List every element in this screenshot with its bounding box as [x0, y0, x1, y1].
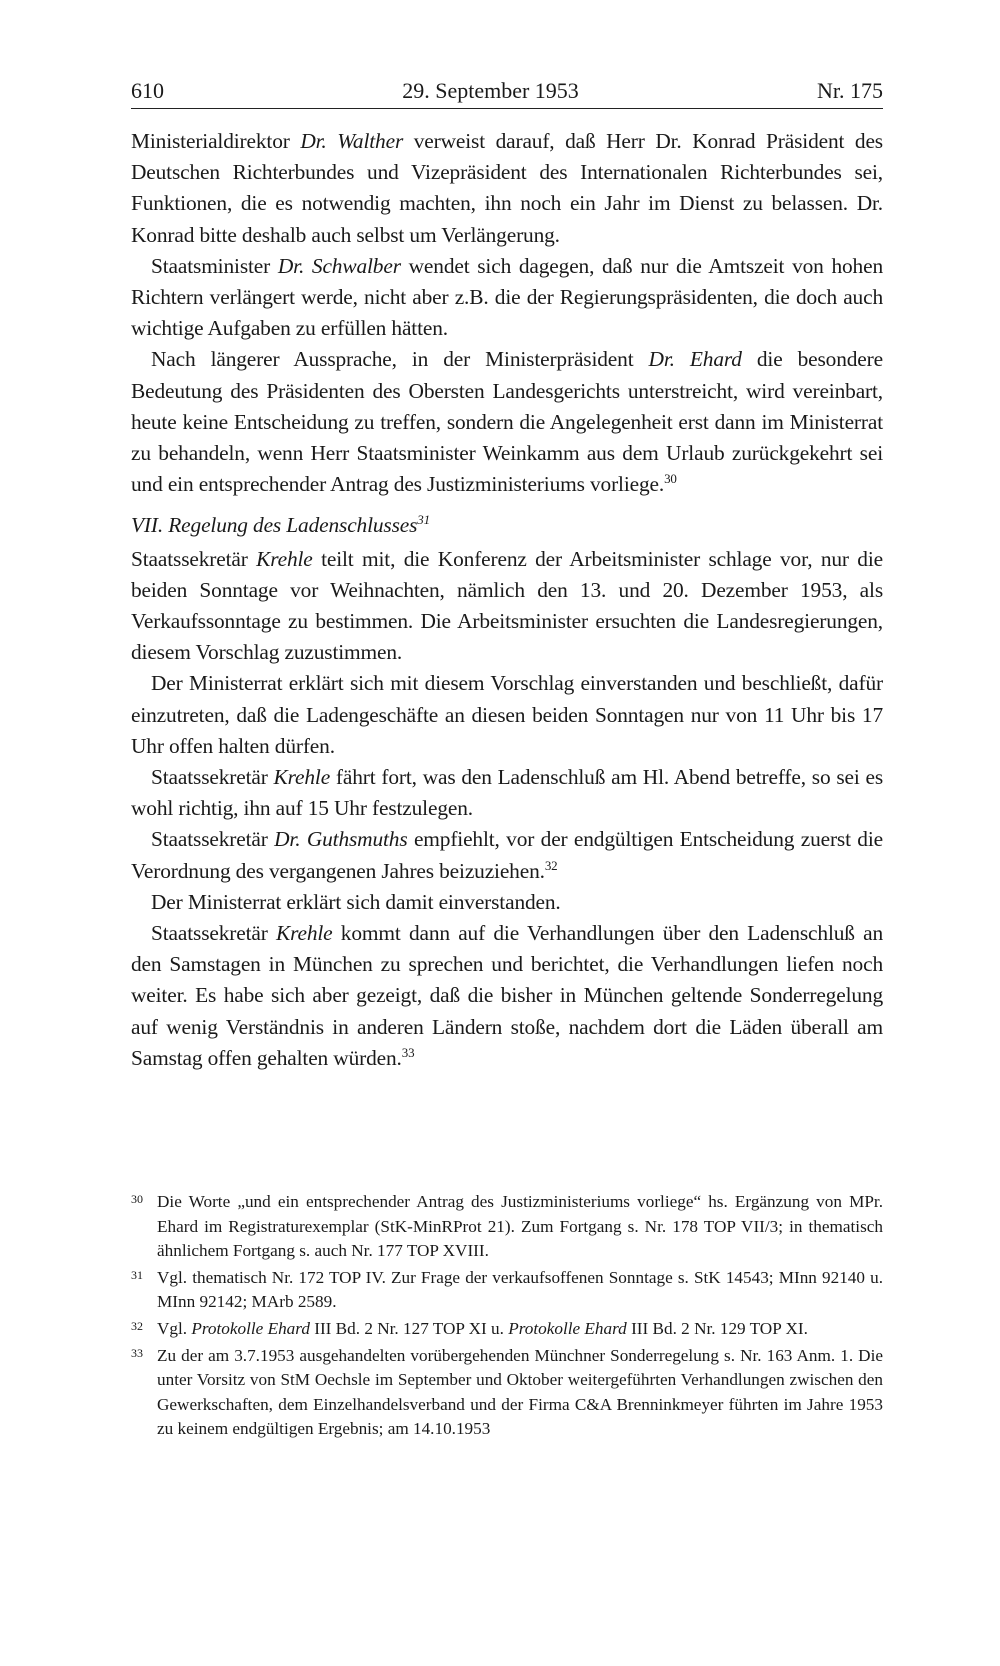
running-header: [131, 80, 883, 109]
footnote-reference: 33: [401, 1044, 415, 1060]
italic-name: Protokolle Ehard: [508, 1318, 627, 1338]
paragraph: Ministerialdirektor Dr. Walther verweist darauf, daß Herr Dr. Konrad Präsident des Deutschen Richterbundes und Vizepräsident des Internationalen Richterbundes sei, Funktionen, die es notwendig machten, ihn noch ein Jahr im Dienst zu belassen. Dr. Konrad bitte deshalb auch selbst um Verlängerung.: [131, 129, 883, 247]
footnote-reference: 32: [544, 857, 558, 873]
footnote-number: 32: [131, 1318, 143, 1333]
italic-name: Krehle: [273, 765, 331, 790]
paragraph: Staatssekretär Krehle fährt fort, was den Ladenschluß am Hl. Abend betreffe, so sei es wohl richtig, ihn auf 15 Uhr festzulegen.: [131, 765, 883, 821]
footnote-text: Vgl. thematisch Nr. 172 TOP IV. Zur Frage der verkaufsoffenen Sonntage s. StK 14543; MInn 92140 u. MInn 92142; MArb 2589.: [157, 1267, 883, 1312]
paragraph: Staatsminister Dr. Schwalber wendet sich dagegen, daß nur die Amtszeit von hohen Richtern verlängert werde, nicht aber z.B. die der Regierungspräsidenten, die doch auch wichtige Aufgaben zu erfüllen hätten.: [131, 253, 883, 341]
footnote: [131, 1190, 883, 1264]
footnote-text: Vgl. Protokolle Ehard III Bd. 2 Nr. 127 TOP XI u. Protokolle Ehard III Bd. 2 Nr. 129 TOP XI.: [157, 1318, 808, 1338]
document-page: [131, 80, 883, 1074]
paragraph: Der Ministerrat erklärt sich damit einverstanden.: [151, 889, 561, 914]
footnote-number: 30: [131, 1192, 143, 1206]
paragraph: Staatssekretär Dr. Guthsmuths empfiehlt, vor der endgültigen Entscheidung zuerst die Verordnung des vergangenen Jahres beizuziehen.$^{32}$: [131, 827, 883, 883]
header-date: 29. September 1953: [402, 78, 579, 103]
footnote-reference: 31: [417, 512, 430, 528]
footnote: [131, 1344, 883, 1442]
body-text: [131, 126, 883, 1074]
italic-name: Dr. Ehard: [648, 347, 742, 372]
paragraph: Nach längerer Aussprache, in der Ministerpräsident Dr. Ehard die besondere Bedeutung des Präsidenten des Obersten Landesgerichts unterstreicht, wird vereinbart, heute keine Entscheidung zu treffen, sondern die Angelegenheit erst dann im Ministerrat zu behandeln, wenn Herr Staatsminister Weinkamm aus dem Urlaub zurückgekehrt sei und ein entsprechender Antrag des Justizministeriums vorliege.$^{30}$: [131, 347, 883, 497]
footnote-number: 31: [131, 1267, 143, 1282]
italic-name: Dr. Schwalber: [277, 253, 401, 278]
footnote-text: Zu der am 3.7.1953 ausgehandelten vorübergehenden Münchner Sonderregelung s. Nr. 163 Anm. 1. Die unter Vorsitz von StM Oechsle im September und Oktober weitergeführten Verhandlungen zwischen den Gewerkschaften, dem Einzelhandelsverband und der Firma C&A Brenninkmeyer führten im Jahre 1953 zu keinem endgültigen Ergebnis; am 14.10.1953: [157, 1345, 883, 1439]
page-number: 610: [131, 78, 164, 103]
paragraph: Staatssekretär Krehle kommt dann auf die Verhandlungen über den Ladenschluß an den Samstagen in München zu sprechen und berichtet, die Verhandlungen liefen noch weiter. Es habe sich aber gezeigt, daß die bisher in München geltende Sonderregelung auf wenig Verständnis in anderen Ländern stoße, nachdem dort die Läden überall am Samstag offen gehalten würden.$^{33}$: [131, 921, 883, 1070]
footnote-text: Die Worte „und ein entsprechender Antrag des Justizministeriums vorliege“ hs. Ergänzung von MPr. Ehard im Registraturexemplar (StK-MinRProt 21). Zum Fortgang s. Nr. 178 TOP VII/3; in thematisch ähnlichem Fortgang s. auch Nr. 177 TOP XVIII.: [157, 1192, 883, 1261]
paragraph: Staatssekretär Krehle teilt mit, die Konferenz der Arbeitsminister schlage vor, nur die beiden Sonntage vor Weihnachten, nämlich den 13. und 20. Dezember 1953, als Verkaufssonntage zu bestimmen. Die Arbeitsminister ersuchten die Landesregierungen, diesem Vorschlag zuzustimmen.: [131, 546, 883, 665]
italic-name: Krehle: [256, 546, 313, 571]
footnotes: [131, 1190, 883, 1444]
footnote-reference: 30: [664, 471, 677, 487]
footnote-number: 33: [131, 1345, 143, 1360]
italic-name: Protokolle Ehard: [191, 1318, 310, 1338]
italic-name: Krehle: [275, 921, 333, 946]
section-heading: VII. Regelung des Ladenschlusses$^{31}$: [131, 512, 430, 538]
italic-name: Dr. Guthsmuths: [274, 827, 408, 852]
paragraph: Der Ministerrat erklärt sich mit diesem Vorschlag einverstanden und beschließt, dafür einzutreten, daß die Ladengeschäfte an diesen beiden Sonntagen nur von 11 Uhr bis 17 Uhr offen halten dürfen.: [131, 671, 883, 758]
footnote: [131, 1317, 883, 1342]
italic-name: Dr. Walther: [300, 129, 404, 153]
footnote: [131, 1266, 883, 1315]
document-number: Nr. 175: [817, 78, 883, 103]
